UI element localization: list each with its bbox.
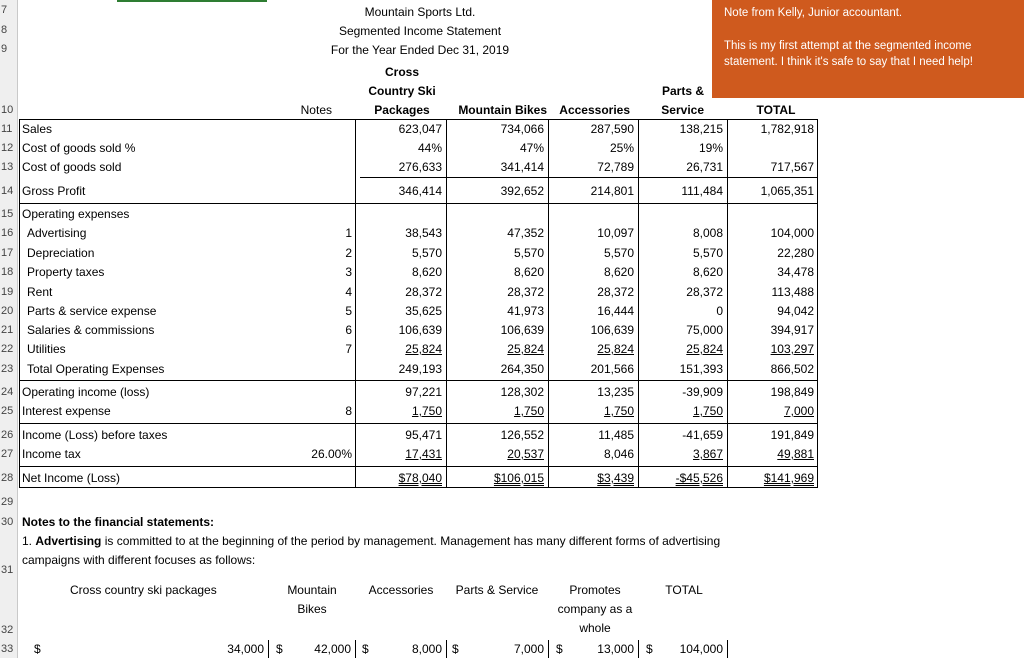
note-line-1: Note from Kelly, Junior accountant. bbox=[724, 7, 903, 19]
row-number[interactable]: 28 bbox=[1, 472, 14, 484]
adv-cell-promo[interactable]: 13,000 bbox=[597, 642, 634, 656]
col-ski-header-2: Country Ski bbox=[368, 84, 436, 98]
col-accessories-header: Accessories bbox=[559, 103, 630, 117]
cell-ski[interactable]: 97,221 bbox=[405, 385, 442, 399]
cell-ski[interactable]: 346,414 bbox=[398, 184, 442, 198]
row-rule bbox=[360, 177, 817, 178]
cell-accessories[interactable]: 201,566 bbox=[590, 362, 634, 376]
grid-divider bbox=[548, 119, 549, 488]
line-label[interactable]: Operating expenses bbox=[22, 207, 130, 221]
cell-total[interactable]: 49,881 bbox=[777, 447, 814, 461]
line-label[interactable]: Salaries & commissions bbox=[27, 323, 155, 337]
row-number[interactable]: 10 bbox=[1, 104, 14, 116]
cell-border bbox=[727, 640, 728, 658]
cell-ski[interactable]: 44% bbox=[417, 141, 442, 155]
cell-border bbox=[638, 640, 639, 658]
selection-indicator bbox=[117, 0, 267, 2]
row-number[interactable]: 30 bbox=[1, 516, 14, 528]
cell-parts[interactable]: -$45,526 bbox=[675, 471, 723, 485]
col-notes-header: Notes bbox=[300, 103, 332, 117]
cell-total[interactable]: 94,042 bbox=[777, 304, 814, 318]
cell-parts[interactable]: 8,008 bbox=[692, 226, 723, 240]
cell-bikes[interactable]: 1,750 bbox=[513, 404, 544, 418]
grid-divider bbox=[446, 119, 447, 488]
cell-note[interactable]: 8 bbox=[345, 404, 352, 418]
adv-header-promo-2: company as a bbox=[557, 602, 633, 616]
cell-ski[interactable]: 95,471 bbox=[405, 428, 442, 442]
cell-parts[interactable]: 0 bbox=[716, 304, 723, 318]
cell-total[interactable]: 22,280 bbox=[777, 246, 814, 260]
cell-bikes[interactable]: 128,302 bbox=[500, 385, 544, 399]
cell-border bbox=[268, 640, 269, 658]
cell-parts[interactable]: 19% bbox=[698, 141, 723, 155]
row-number[interactable]: 32 bbox=[1, 624, 14, 636]
cell-note[interactable]: 1 bbox=[345, 226, 352, 240]
cell-note[interactable]: 3 bbox=[345, 265, 352, 279]
cell-bikes[interactable]: 734,066 bbox=[500, 122, 544, 136]
row-number[interactable]: 17 bbox=[1, 247, 14, 259]
cell-border bbox=[446, 640, 447, 658]
adv-cell-ski[interactable]: 34,000 bbox=[227, 642, 264, 656]
cell-accessories[interactable]: 13,235 bbox=[597, 385, 634, 399]
cell-parts[interactable]: 111,484 bbox=[681, 184, 723, 198]
adv-cell-total[interactable]: 104,000 bbox=[679, 642, 723, 656]
cell-ski[interactable]: 17,431 bbox=[405, 447, 442, 461]
grid-divider bbox=[638, 119, 639, 488]
line-label[interactable]: Cost of goods sold % bbox=[22, 141, 136, 155]
adv-header-bikes-2: Bikes bbox=[297, 602, 327, 616]
cell-bikes[interactable]: 392,652 bbox=[500, 184, 544, 198]
cell-parts[interactable]: -39,909 bbox=[682, 385, 723, 399]
row-rule bbox=[19, 466, 818, 467]
row-number[interactable]: 9 bbox=[1, 43, 8, 55]
cell-accessories[interactable]: 8,620 bbox=[603, 265, 634, 279]
cell-accessories[interactable]: 16,444 bbox=[597, 304, 634, 318]
adv-header-ski: Cross country ski packages bbox=[70, 583, 217, 597]
col-ski-header-3: Packages bbox=[374, 103, 430, 117]
row-number[interactable]: 16 bbox=[1, 227, 14, 239]
adv-cell-bikes[interactable]: 42,000 bbox=[314, 642, 351, 656]
grid-divider bbox=[727, 119, 728, 488]
row-number[interactable]: 25 bbox=[1, 405, 14, 417]
cell-accessories[interactable]: 72,789 bbox=[597, 160, 634, 174]
cell-bikes[interactable]: 41,973 bbox=[507, 304, 544, 318]
advertising-note-line2: campaigns with different focuses as follows: bbox=[22, 553, 256, 567]
cell-parts[interactable]: 1,750 bbox=[692, 404, 723, 418]
cell-parts[interactable]: 151,393 bbox=[679, 362, 723, 376]
cell-border bbox=[548, 640, 549, 658]
cell-accessories[interactable]: 106,639 bbox=[590, 323, 634, 337]
cell-accessories[interactable]: 287,590 bbox=[590, 122, 634, 136]
line-label[interactable]: Advertising bbox=[27, 226, 87, 240]
cell-total[interactable]: 113,488 bbox=[771, 285, 814, 299]
row-number[interactable]: 18 bbox=[1, 266, 14, 278]
row-number[interactable]: 8 bbox=[1, 24, 8, 36]
adv-currency: $ bbox=[646, 642, 653, 656]
row-number[interactable]: 31 bbox=[1, 564, 14, 576]
adv-header-promo-3: whole bbox=[579, 621, 611, 635]
cell-total[interactable]: 198,849 bbox=[770, 385, 814, 399]
cell-ski[interactable]: 28,372 bbox=[405, 285, 442, 299]
notes-title: Notes to the financial statements: bbox=[22, 515, 215, 529]
cell-accessories[interactable]: 25% bbox=[609, 141, 634, 155]
cell-ski[interactable]: 38,543 bbox=[405, 226, 442, 240]
cell-parts[interactable]: 8,620 bbox=[692, 265, 723, 279]
cell-ski[interactable]: 623,047 bbox=[398, 122, 442, 136]
cell-ski[interactable]: 276,633 bbox=[398, 160, 442, 174]
note-text: is committed to at the beginning of the period by management. Management has many different forms of advertising bbox=[101, 534, 721, 548]
note-keyword: Advertising bbox=[35, 534, 102, 548]
cell-accessories[interactable]: 11,485 bbox=[598, 428, 634, 442]
adv-header-promo-1: Promotes bbox=[569, 583, 621, 597]
row-rule bbox=[19, 380, 818, 381]
line-label[interactable]: Interest expense bbox=[22, 404, 111, 418]
cell-accessories[interactable]: 5,570 bbox=[603, 246, 634, 260]
cell-total[interactable]: 103,297 bbox=[770, 342, 814, 356]
row-number[interactable]: 23 bbox=[1, 363, 14, 375]
cell-note[interactable]: 26.00% bbox=[311, 447, 352, 461]
grid-divider bbox=[355, 119, 356, 488]
cell-accessories[interactable]: $3,439 bbox=[597, 471, 634, 485]
adv-currency: $ bbox=[362, 642, 369, 656]
row-number[interactable]: 19 bbox=[1, 286, 14, 298]
row-rule bbox=[19, 423, 818, 424]
cell-bikes[interactable]: 341,414 bbox=[500, 160, 544, 174]
col-total-header: TOTAL bbox=[756, 103, 796, 117]
cell-note[interactable]: 4 bbox=[345, 285, 352, 299]
cell-parts[interactable]: 26,731 bbox=[686, 160, 723, 174]
note-line-2: This is my first attempt at the segmented income bbox=[724, 40, 972, 52]
line-label[interactable]: Utilities bbox=[27, 342, 66, 356]
row-header-column[interactable] bbox=[0, 0, 18, 658]
cell-total[interactable]: 866,502 bbox=[770, 362, 814, 376]
cell-accessories[interactable]: 25,824 bbox=[597, 342, 634, 356]
row-number[interactable]: 27 bbox=[1, 448, 14, 460]
cell-total[interactable]: $141,969 bbox=[763, 471, 814, 485]
row-number[interactable]: 29 bbox=[1, 496, 14, 508]
col-parts-header-1: Parts & bbox=[661, 84, 704, 98]
cell-bikes[interactable]: 8,620 bbox=[513, 265, 544, 279]
cell-total[interactable]: 717,567 bbox=[770, 160, 814, 174]
note-number: 1. bbox=[22, 534, 36, 548]
cell-bikes[interactable]: 47,352 bbox=[507, 226, 544, 240]
row-rule bbox=[19, 203, 818, 204]
cell-ski[interactable]: 8,620 bbox=[411, 265, 442, 279]
adv-cell-parts[interactable]: 7,000 bbox=[513, 642, 544, 656]
line-label[interactable]: Net Income (Loss) bbox=[22, 471, 121, 485]
row-number[interactable]: 13 bbox=[1, 161, 14, 173]
cell-bikes[interactable]: 47% bbox=[519, 141, 544, 155]
line-label[interactable]: Parts & service expense bbox=[27, 304, 157, 318]
cell-ski[interactable]: $78,040 bbox=[398, 471, 442, 485]
adv-currency: $ bbox=[452, 642, 459, 656]
cell-parts[interactable]: 75,000 bbox=[686, 323, 723, 337]
line-label[interactable]: Property taxes bbox=[27, 265, 105, 279]
adv-header-parts: Parts & Service bbox=[455, 583, 539, 597]
line-label[interactable]: Income tax bbox=[22, 447, 81, 461]
cell-ski[interactable]: 25,824 bbox=[405, 342, 442, 356]
cell-total[interactable]: 34,478 bbox=[777, 265, 814, 279]
advertising-note-line1 bbox=[22, 534, 720, 549]
cell-total[interactable]: 394,917 bbox=[770, 323, 814, 337]
cell-bikes[interactable]: $106,015 bbox=[493, 471, 544, 485]
comment-note[interactable] bbox=[712, 0, 1024, 98]
cell-accessories[interactable]: 1,750 bbox=[603, 404, 634, 418]
cell-ski[interactable]: 106,639 bbox=[398, 323, 442, 337]
cell-bikes[interactable]: 5,570 bbox=[513, 246, 544, 260]
row-number[interactable]: 21 bbox=[1, 324, 14, 336]
line-label[interactable]: Rent bbox=[27, 285, 53, 299]
cell-accessories[interactable]: 8,046 bbox=[603, 447, 634, 461]
line-label[interactable]: Income (Loss) before taxes bbox=[22, 428, 168, 442]
cell-parts[interactable]: -41,659 bbox=[682, 428, 723, 442]
cell-bikes[interactable]: 264,350 bbox=[500, 362, 544, 376]
cell-total[interactable]: 1,065,351 bbox=[760, 184, 814, 198]
adv-currency: $ bbox=[34, 642, 41, 656]
row-number[interactable]: 22 bbox=[1, 343, 14, 355]
cell-accessories[interactable]: 10,097 bbox=[597, 226, 634, 240]
line-label[interactable]: Sales bbox=[22, 122, 53, 136]
row-number[interactable]: 14 bbox=[1, 185, 14, 197]
statement-title: Segmented Income Statement bbox=[338, 24, 502, 38]
cell-border bbox=[355, 640, 356, 658]
row-number[interactable]: 33 bbox=[1, 643, 14, 655]
cell-ski[interactable]: 1,750 bbox=[411, 404, 442, 418]
cell-total[interactable]: 1,782,918 bbox=[760, 122, 814, 136]
line-label[interactable]: Cost of goods sold bbox=[22, 160, 122, 174]
cell-bikes[interactable]: 20,537 bbox=[507, 447, 544, 461]
statement-period: For the Year Ended Dec 31, 2019 bbox=[330, 43, 510, 57]
cell-accessories[interactable]: 28,372 bbox=[597, 285, 634, 299]
cell-note[interactable]: 2 bbox=[345, 246, 352, 260]
cell-bikes[interactable]: 106,639 bbox=[500, 323, 544, 337]
cell-total[interactable]: 104,000 bbox=[770, 226, 814, 240]
row-number[interactable]: 7 bbox=[1, 4, 8, 16]
cell-ski[interactable]: 35,625 bbox=[405, 304, 442, 318]
cell-ski[interactable]: 5,570 bbox=[411, 246, 442, 260]
cell-bikes[interactable]: 25,824 bbox=[507, 342, 544, 356]
row-number[interactable]: 11 bbox=[1, 123, 13, 135]
cell-total[interactable]: 191,849 bbox=[770, 428, 814, 442]
cell-parts[interactable]: 5,570 bbox=[692, 246, 723, 260]
row-number[interactable]: 15 bbox=[1, 208, 14, 220]
cell-bikes[interactable]: 28,372 bbox=[507, 285, 544, 299]
line-label[interactable]: Total Operating Expenses bbox=[27, 362, 165, 376]
adv-header-bikes-1: Mountain bbox=[287, 583, 337, 597]
cell-parts[interactable]: 138,215 bbox=[679, 122, 723, 136]
line-label[interactable]: Depreciation bbox=[27, 246, 95, 260]
cell-accessories[interactable]: 214,801 bbox=[590, 184, 634, 198]
row-number[interactable]: 20 bbox=[1, 305, 14, 317]
line-label[interactable]: Gross Profit bbox=[22, 184, 86, 198]
col-ski-header-1: Cross bbox=[384, 65, 419, 79]
adv-currency: $ bbox=[556, 642, 563, 656]
cell-parts[interactable]: 28,372 bbox=[686, 285, 723, 299]
row-number[interactable]: 24 bbox=[1, 386, 14, 398]
row-number[interactable]: 26 bbox=[1, 429, 14, 441]
note-line-3: statement. I think it's safe to say that I need help! bbox=[724, 56, 973, 68]
cell-ski[interactable]: 249,193 bbox=[398, 362, 442, 376]
adv-cell-accessories[interactable]: 8,000 bbox=[411, 642, 442, 656]
cell-parts[interactable]: 25,824 bbox=[686, 342, 723, 356]
line-label[interactable]: Operating income (loss) bbox=[22, 385, 150, 399]
row-number[interactable]: 12 bbox=[1, 142, 14, 154]
company-name: Mountain Sports Ltd. bbox=[364, 5, 476, 19]
adv-currency: $ bbox=[276, 642, 283, 656]
adv-header-total: TOTAL bbox=[665, 583, 703, 597]
cell-total[interactable]: 7,000 bbox=[783, 404, 814, 418]
col-bikes-header: Mountain Bikes bbox=[458, 103, 547, 117]
cell-note[interactable]: 6 bbox=[345, 323, 352, 337]
cell-bikes[interactable]: 126,552 bbox=[500, 428, 544, 442]
cell-parts[interactable]: 3,867 bbox=[692, 447, 723, 461]
col-parts-header-2: Service bbox=[661, 103, 704, 117]
adv-header-accessories: Accessories bbox=[368, 583, 434, 597]
cell-note[interactable]: 7 bbox=[345, 342, 352, 356]
cell-note[interactable]: 5 bbox=[345, 304, 352, 318]
